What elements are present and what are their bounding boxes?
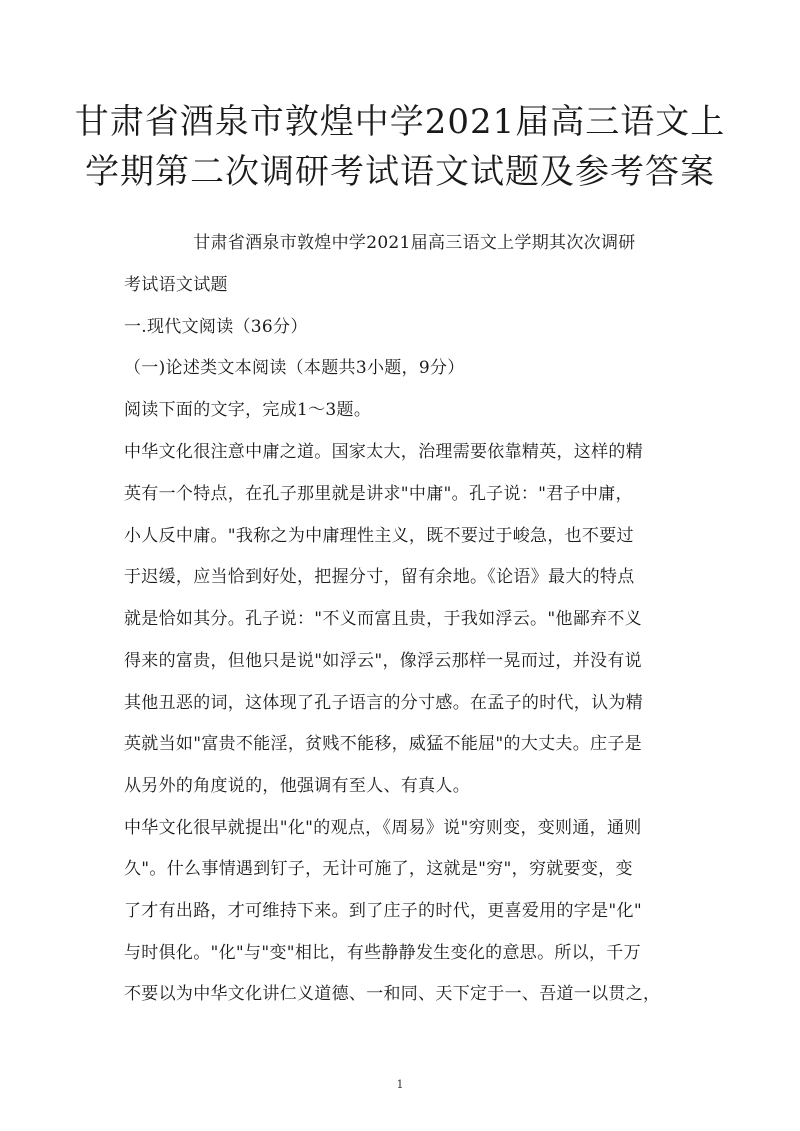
body-line: 其他丑恶的词，这体现了孔子语言的分寸感。在孟子的时代，认为精 (124, 693, 643, 713)
body-line: 中华文化很早就提出"化"的观点，《周易》说"穷则变，变则通，通则 (124, 818, 642, 838)
body-line: 了才有出路，才可维持下来。到了庄子的时代，更喜爱用的字是"化" (124, 901, 642, 921)
body-line: 得来的富贵，但他只是说"如浮云"，像浮云那样一晃而过，并没有说 (124, 651, 642, 671)
body-line: 阅读下面的文字，完成1～3题。 (124, 400, 372, 420)
body-line: 甘肃省酒泉市敦煌中学2021届高三语文上学期其次次调研 (124, 233, 636, 253)
document-title-line-2: 学期第二次调研考试语文试题及参考答案 (85, 152, 715, 192)
body-line: 与时俱化。"化"与"变"相比，有些静静发生变化的意思。所以，千万 (124, 943, 641, 963)
body-line: 考试语文试题 (124, 275, 228, 295)
body-line: 一.现代文阅读（36分） (124, 317, 308, 337)
body-line: 就是恰如其分。孔子说："不义而富且贵，于我如浮云。"他鄙弃不义 (124, 609, 642, 629)
body-line: 中华文化很注意中庸之道。国家太大，治理需要依靠精英，这样的精 (124, 442, 643, 462)
body-line: 英有一个特点，在孔子那里就是讲求"中庸"。孔子说："君子中庸， (124, 484, 633, 504)
body-line: 小人反中庸。"我称之为中庸理性主义，既不要过于峻急，也不要过 (124, 526, 634, 546)
body-line: 不要以为中华文化讲仁义道德、一和同、天下定于一、吾道一以贯之， (124, 984, 661, 1004)
document-title-line-1: 甘肃省酒泉市敦煌中学2021届高三语文上 (74, 102, 726, 142)
body-line: 英就当如"富贵不能淫，贫贱不能移，威猛不能屈"的大丈夫。庄子是 (124, 734, 642, 754)
body-line: 久"。什么事情遇到钉子，无计可施了，这就是"穷"，穷就要变，变 (124, 859, 633, 879)
body-line: 于迟缓，应当恰到好处，把握分寸，留有余地。《论语》最大的特点 (124, 567, 635, 587)
page-number: 1 (396, 1078, 404, 1091)
body-line: 从另外的角度说的，他强调有至人、有真人。 (124, 776, 470, 796)
body-line: （一)论述类文本阅读（本题共3小题，9分） (124, 358, 465, 378)
